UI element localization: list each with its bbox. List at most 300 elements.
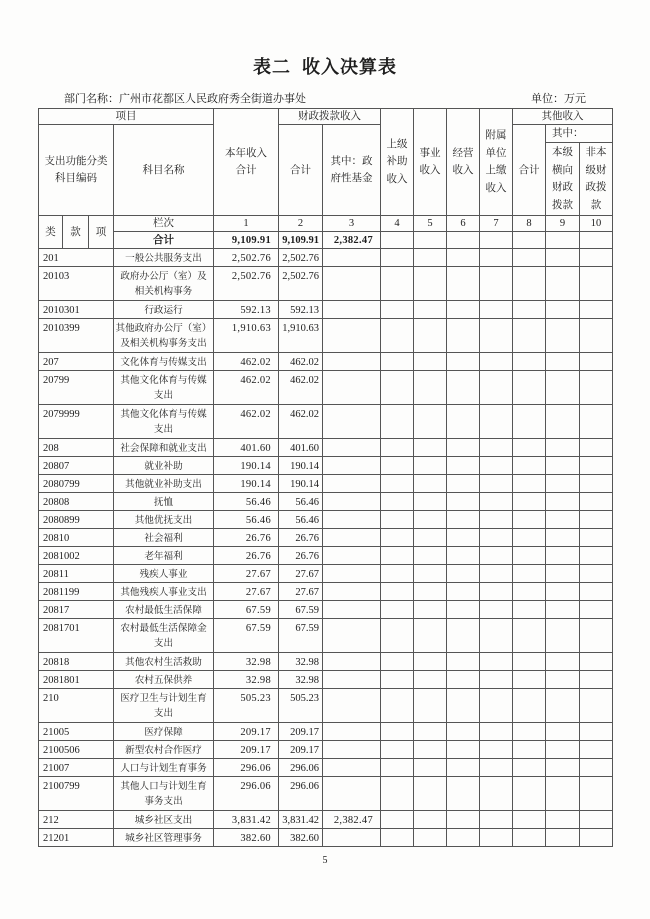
- account-code-cell: 201: [39, 249, 114, 267]
- empty-cell: [414, 601, 447, 619]
- empty-cell: [546, 457, 580, 475]
- empty-cell: [323, 601, 381, 619]
- header-xiang: 项: [89, 216, 114, 249]
- empty-cell: [414, 777, 447, 811]
- empty-cell: [447, 232, 480, 249]
- empty-cell: [447, 529, 480, 547]
- empty-cell: [480, 232, 513, 249]
- table-row: [39, 829, 613, 847]
- account-name-cell: 人口与计划生育事务: [114, 759, 214, 777]
- empty-cell: [414, 723, 447, 741]
- empty-cell: [546, 741, 580, 759]
- empty-cell: [447, 811, 480, 829]
- empty-cell: [546, 301, 580, 319]
- table-row: [39, 529, 613, 547]
- empty-cell: [447, 301, 480, 319]
- empty-cell: [580, 529, 613, 547]
- value-cell: 190.14: [214, 457, 279, 475]
- empty-cell: [580, 583, 613, 601]
- empty-cell: [580, 232, 613, 249]
- empty-cell: [381, 439, 414, 457]
- value-cell: 27.67: [279, 565, 323, 583]
- empty-cell: [580, 759, 613, 777]
- column-index-label: 栏次: [114, 216, 214, 232]
- empty-cell: [447, 759, 480, 777]
- value-cell: 27.67: [279, 583, 323, 601]
- account-code-cell: 207: [39, 353, 114, 371]
- table-row: [39, 457, 613, 475]
- empty-cell: [513, 371, 546, 405]
- empty-cell: [480, 689, 513, 723]
- empty-cell: [513, 759, 546, 777]
- empty-cell: [414, 301, 447, 319]
- empty-cell: [480, 529, 513, 547]
- table-row: [39, 565, 613, 583]
- value-cell: 56.46: [279, 511, 323, 529]
- empty-cell: [323, 529, 381, 547]
- empty-cell: [414, 653, 447, 671]
- value-cell: 296.06: [214, 777, 279, 811]
- empty-cell: [381, 829, 414, 847]
- account-code-cell: 2081199: [39, 583, 114, 601]
- value-cell: 505.23: [214, 689, 279, 723]
- empty-cell: [480, 777, 513, 811]
- empty-cell: [513, 723, 546, 741]
- header-function-code: 支出功能分类 科目编码: [39, 125, 114, 216]
- empty-cell: [580, 371, 613, 405]
- empty-cell: [414, 759, 447, 777]
- table-row: [39, 759, 613, 777]
- value-cell: 296.06: [279, 759, 323, 777]
- account-name-cell: 残疾人事业: [114, 565, 214, 583]
- table-row: [39, 493, 613, 511]
- empty-cell: [381, 671, 414, 689]
- empty-cell: [381, 811, 414, 829]
- empty-cell: [447, 353, 480, 371]
- value-cell: 505.23: [279, 689, 323, 723]
- empty-cell: [513, 232, 546, 249]
- empty-cell: [323, 777, 381, 811]
- empty-cell: [546, 319, 580, 353]
- account-name-cell: 其他文化体育与传媒 支出: [114, 371, 214, 405]
- empty-cell: [381, 547, 414, 565]
- empty-cell: [546, 353, 580, 371]
- empty-cell: [447, 653, 480, 671]
- account-code-cell: 2100799: [39, 777, 114, 811]
- empty-cell: [513, 405, 546, 439]
- empty-cell: [414, 457, 447, 475]
- table-body: [39, 249, 613, 847]
- empty-cell: [546, 232, 580, 249]
- value-cell: 2,502.76: [279, 249, 323, 267]
- empty-cell: [480, 671, 513, 689]
- account-code-cell: 2079999: [39, 405, 114, 439]
- empty-cell: [323, 723, 381, 741]
- account-code-cell: 20807: [39, 457, 114, 475]
- empty-cell: [580, 511, 613, 529]
- header-other-of-which: 其中：: [546, 125, 613, 143]
- account-name-cell: 其他残疾人事业支出: [114, 583, 214, 601]
- empty-cell: [513, 511, 546, 529]
- account-name-cell: 抚恤: [114, 493, 214, 511]
- empty-cell: [447, 371, 480, 405]
- value-cell: 296.06: [214, 759, 279, 777]
- table-row: [39, 301, 613, 319]
- table-row: [39, 405, 613, 439]
- header-other-income: 其他收入: [513, 109, 613, 125]
- column-number: 5: [414, 216, 447, 232]
- income-statement-table: [38, 108, 613, 847]
- empty-cell: [381, 759, 414, 777]
- empty-cell: [323, 371, 381, 405]
- empty-cell: [414, 475, 447, 493]
- empty-cell: [323, 829, 381, 847]
- empty-cell: [480, 741, 513, 759]
- value-cell: 296.06: [279, 777, 323, 811]
- account-name-cell: 其他就业补助支出: [114, 475, 214, 493]
- account-code-cell: 21007: [39, 759, 114, 777]
- account-code-cell: 20103: [39, 267, 114, 301]
- account-code-cell: 2081701: [39, 619, 114, 653]
- value-cell: 27.67: [214, 565, 279, 583]
- header-project: 项目: [39, 109, 214, 125]
- account-code-cell: 2081801: [39, 671, 114, 689]
- empty-cell: [580, 811, 613, 829]
- empty-cell: [580, 671, 613, 689]
- department-name: 部门名称：广州市花都区人民政府秀全街道办事处: [64, 93, 306, 105]
- header-total-income: 本年收入 合计: [214, 109, 279, 216]
- total-value-cell: 2,382.47: [323, 232, 381, 249]
- empty-cell: [513, 493, 546, 511]
- empty-cell: [513, 811, 546, 829]
- empty-cell: [580, 457, 613, 475]
- value-cell: 401.60: [214, 439, 279, 457]
- value-cell: 67.59: [279, 601, 323, 619]
- empty-cell: [414, 529, 447, 547]
- value-cell: 1,910.63: [279, 319, 323, 353]
- table-row: [39, 741, 613, 759]
- value-cell: 3,831.42: [279, 811, 323, 829]
- empty-cell: [381, 232, 414, 249]
- empty-cell: [447, 723, 480, 741]
- empty-cell: [323, 301, 381, 319]
- account-name-cell: 文化体育与传媒支出: [114, 353, 214, 371]
- table-row: [39, 619, 613, 653]
- empty-cell: [480, 619, 513, 653]
- empty-cell: [513, 777, 546, 811]
- account-name-cell: 农村最低生活保障: [114, 601, 214, 619]
- account-name-cell: 老年福利: [114, 547, 214, 565]
- value-cell: 2,382.47: [323, 811, 381, 829]
- empty-cell: [480, 601, 513, 619]
- empty-cell: [414, 689, 447, 723]
- empty-cell: [546, 689, 580, 723]
- empty-cell: [480, 829, 513, 847]
- empty-cell: [381, 601, 414, 619]
- value-cell: 190.14: [214, 475, 279, 493]
- empty-cell: [580, 829, 613, 847]
- empty-cell: [480, 353, 513, 371]
- account-code-cell: 210: [39, 689, 114, 723]
- empty-cell: [381, 301, 414, 319]
- empty-cell: [414, 671, 447, 689]
- account-name-cell: 其他人口与计划生育 事务支出: [114, 777, 214, 811]
- empty-cell: [580, 689, 613, 723]
- value-cell: 462.02: [279, 371, 323, 405]
- empty-cell: [546, 619, 580, 653]
- empty-cell: [546, 811, 580, 829]
- header-fiscal-appropriation: 财政拨款收入: [279, 109, 381, 125]
- account-code-cell: 20811: [39, 565, 114, 583]
- account-name-cell: 社会福利: [114, 529, 214, 547]
- value-cell: 382.60: [279, 829, 323, 847]
- empty-cell: [381, 741, 414, 759]
- header-affiliated-income: 附属 单位 上缴 收入: [480, 109, 513, 216]
- empty-cell: [323, 653, 381, 671]
- empty-cell: [480, 653, 513, 671]
- value-cell: 592.13: [214, 301, 279, 319]
- empty-cell: [546, 493, 580, 511]
- table-row: [39, 353, 613, 371]
- empty-cell: [580, 405, 613, 439]
- account-name-cell: 一般公共服务支出: [114, 249, 214, 267]
- empty-cell: [546, 267, 580, 301]
- account-code-cell: 21201: [39, 829, 114, 847]
- empty-cell: [580, 493, 613, 511]
- table-row: [39, 511, 613, 529]
- empty-cell: [447, 741, 480, 759]
- table-row: [39, 689, 613, 723]
- empty-cell: [513, 319, 546, 353]
- empty-cell: [323, 493, 381, 511]
- empty-cell: [580, 723, 613, 741]
- empty-cell: [381, 511, 414, 529]
- table-row: [39, 371, 613, 405]
- empty-cell: [381, 319, 414, 353]
- empty-cell: [546, 547, 580, 565]
- empty-cell: [580, 301, 613, 319]
- empty-cell: [414, 405, 447, 439]
- account-name-cell: 社会保障和就业支出: [114, 439, 214, 457]
- value-cell: 592.13: [279, 301, 323, 319]
- value-cell: 190.14: [279, 457, 323, 475]
- empty-cell: [480, 405, 513, 439]
- empty-cell: [513, 829, 546, 847]
- empty-cell: [546, 723, 580, 741]
- value-cell: 2,502.76: [214, 267, 279, 301]
- empty-cell: [546, 601, 580, 619]
- empty-cell: [447, 439, 480, 457]
- empty-cell: [580, 267, 613, 301]
- value-cell: 67.59: [279, 619, 323, 653]
- header-business-income: 事业 收入: [414, 109, 447, 216]
- empty-cell: [381, 689, 414, 723]
- value-cell: 26.76: [279, 529, 323, 547]
- empty-cell: [546, 829, 580, 847]
- column-number: 6: [447, 216, 480, 232]
- account-name-cell: 就业补助: [114, 457, 214, 475]
- empty-cell: [414, 353, 447, 371]
- empty-cell: [480, 511, 513, 529]
- total-label: 合计: [114, 232, 214, 249]
- account-name-cell: 其他农村生活救助: [114, 653, 214, 671]
- empty-cell: [513, 601, 546, 619]
- empty-cell: [546, 371, 580, 405]
- empty-cell: [580, 741, 613, 759]
- value-cell: 2,502.76: [214, 249, 279, 267]
- header-lei: 类: [39, 216, 63, 249]
- empty-cell: [447, 601, 480, 619]
- table-row: [39, 267, 613, 301]
- empty-cell: [414, 829, 447, 847]
- header-fiscal-total: 合计: [279, 125, 323, 216]
- empty-cell: [513, 267, 546, 301]
- empty-cell: [480, 439, 513, 457]
- empty-cell: [381, 371, 414, 405]
- value-cell: 209.17: [279, 723, 323, 741]
- empty-cell: [414, 249, 447, 267]
- value-cell: 32.98: [279, 671, 323, 689]
- empty-cell: [513, 619, 546, 653]
- empty-cell: [381, 267, 414, 301]
- value-cell: 462.02: [279, 405, 323, 439]
- empty-cell: [480, 319, 513, 353]
- empty-cell: [447, 689, 480, 723]
- empty-cell: [546, 671, 580, 689]
- empty-cell: [414, 493, 447, 511]
- value-cell: 382.60: [214, 829, 279, 847]
- account-code-cell: 20799: [39, 371, 114, 405]
- value-cell: 462.02: [214, 353, 279, 371]
- total-value-cell: 9,109.91: [214, 232, 279, 249]
- empty-cell: [580, 565, 613, 583]
- account-code-cell: 20818: [39, 653, 114, 671]
- empty-cell: [546, 475, 580, 493]
- empty-cell: [580, 653, 613, 671]
- empty-cell: [480, 583, 513, 601]
- value-cell: 462.02: [214, 371, 279, 405]
- unit-label: 单位：万元: [531, 93, 586, 105]
- value-cell: 462.02: [279, 353, 323, 371]
- empty-cell: [414, 565, 447, 583]
- empty-cell: [480, 267, 513, 301]
- total-value-cell: 9,109.91: [279, 232, 323, 249]
- header-row-1: [39, 109, 613, 125]
- table-row: [39, 547, 613, 565]
- empty-cell: [381, 619, 414, 653]
- empty-cell: [323, 439, 381, 457]
- empty-cell: [447, 777, 480, 811]
- column-index-row: [39, 216, 613, 232]
- empty-cell: [447, 249, 480, 267]
- account-name-cell: 农村五保供养: [114, 671, 214, 689]
- empty-cell: [513, 653, 546, 671]
- empty-cell: [381, 493, 414, 511]
- empty-cell: [480, 759, 513, 777]
- empty-cell: [546, 565, 580, 583]
- empty-cell: [447, 829, 480, 847]
- empty-cell: [580, 777, 613, 811]
- empty-cell: [447, 583, 480, 601]
- column-number: 9: [546, 216, 580, 232]
- empty-cell: [381, 249, 414, 267]
- empty-cell: [480, 811, 513, 829]
- value-cell: 3,831.42: [214, 811, 279, 829]
- account-name-cell: 医疗卫生与计划生育 支出: [114, 689, 214, 723]
- value-cell: 26.76: [279, 547, 323, 565]
- empty-cell: [414, 267, 447, 301]
- empty-cell: [546, 759, 580, 777]
- header-superior-subsidy: 上级 补助 收入: [381, 109, 414, 216]
- header-operating-income: 经营 收入: [447, 109, 480, 216]
- account-name-cell: 城乡社区支出: [114, 811, 214, 829]
- account-code-cell: 20817: [39, 601, 114, 619]
- account-name-cell: 城乡社区管理事务: [114, 829, 214, 847]
- value-cell: 32.98: [214, 671, 279, 689]
- account-code-cell: 2100506: [39, 741, 114, 759]
- empty-cell: [513, 583, 546, 601]
- column-number: 4: [381, 216, 414, 232]
- header-non-same-level-appropriation: 非本 级财 政拨 款: [580, 143, 613, 216]
- account-name-cell: 新型农村合作医疗: [114, 741, 214, 759]
- account-name-cell: 政府办公厅（室）及 相关机构事务: [114, 267, 214, 301]
- empty-cell: [580, 475, 613, 493]
- header-same-level-horizontal-appropriation: 本级 横向 财政 拨款: [546, 143, 580, 216]
- empty-cell: [480, 249, 513, 267]
- empty-cell: [513, 249, 546, 267]
- empty-cell: [381, 723, 414, 741]
- empty-cell: [513, 301, 546, 319]
- table-row: [39, 601, 613, 619]
- column-number: 2: [279, 216, 323, 232]
- empty-cell: [323, 741, 381, 759]
- empty-cell: [414, 319, 447, 353]
- empty-cell: [323, 759, 381, 777]
- account-name-cell: 其他政府办公厅（室） 及相关机构事务支出: [114, 319, 214, 353]
- empty-cell: [480, 371, 513, 405]
- value-cell: 1,910.63: [214, 319, 279, 353]
- empty-cell: [546, 529, 580, 547]
- column-number: 8: [513, 216, 546, 232]
- empty-cell: [447, 547, 480, 565]
- account-name-cell: 其他文化体育与传媒 支出: [114, 405, 214, 439]
- value-cell: 56.46: [279, 493, 323, 511]
- empty-cell: [480, 493, 513, 511]
- empty-cell: [513, 353, 546, 371]
- account-code-cell: 2080899: [39, 511, 114, 529]
- empty-cell: [546, 777, 580, 811]
- table-row: [39, 439, 613, 457]
- empty-cell: [513, 475, 546, 493]
- empty-cell: [513, 457, 546, 475]
- header-kuan: 款: [63, 216, 89, 249]
- empty-cell: [414, 741, 447, 759]
- empty-cell: [580, 619, 613, 653]
- empty-cell: [480, 565, 513, 583]
- account-name-cell: 农村最低生活保障金 支出: [114, 619, 214, 653]
- table-row: [39, 249, 613, 267]
- empty-cell: [381, 475, 414, 493]
- value-cell: 32.98: [279, 653, 323, 671]
- empty-cell: [447, 457, 480, 475]
- empty-cell: [546, 249, 580, 267]
- value-cell: 209.17: [214, 723, 279, 741]
- empty-cell: [381, 565, 414, 583]
- empty-cell: [381, 583, 414, 601]
- empty-cell: [323, 619, 381, 653]
- header-account-name: 科目名称: [114, 125, 214, 216]
- empty-cell: [323, 353, 381, 371]
